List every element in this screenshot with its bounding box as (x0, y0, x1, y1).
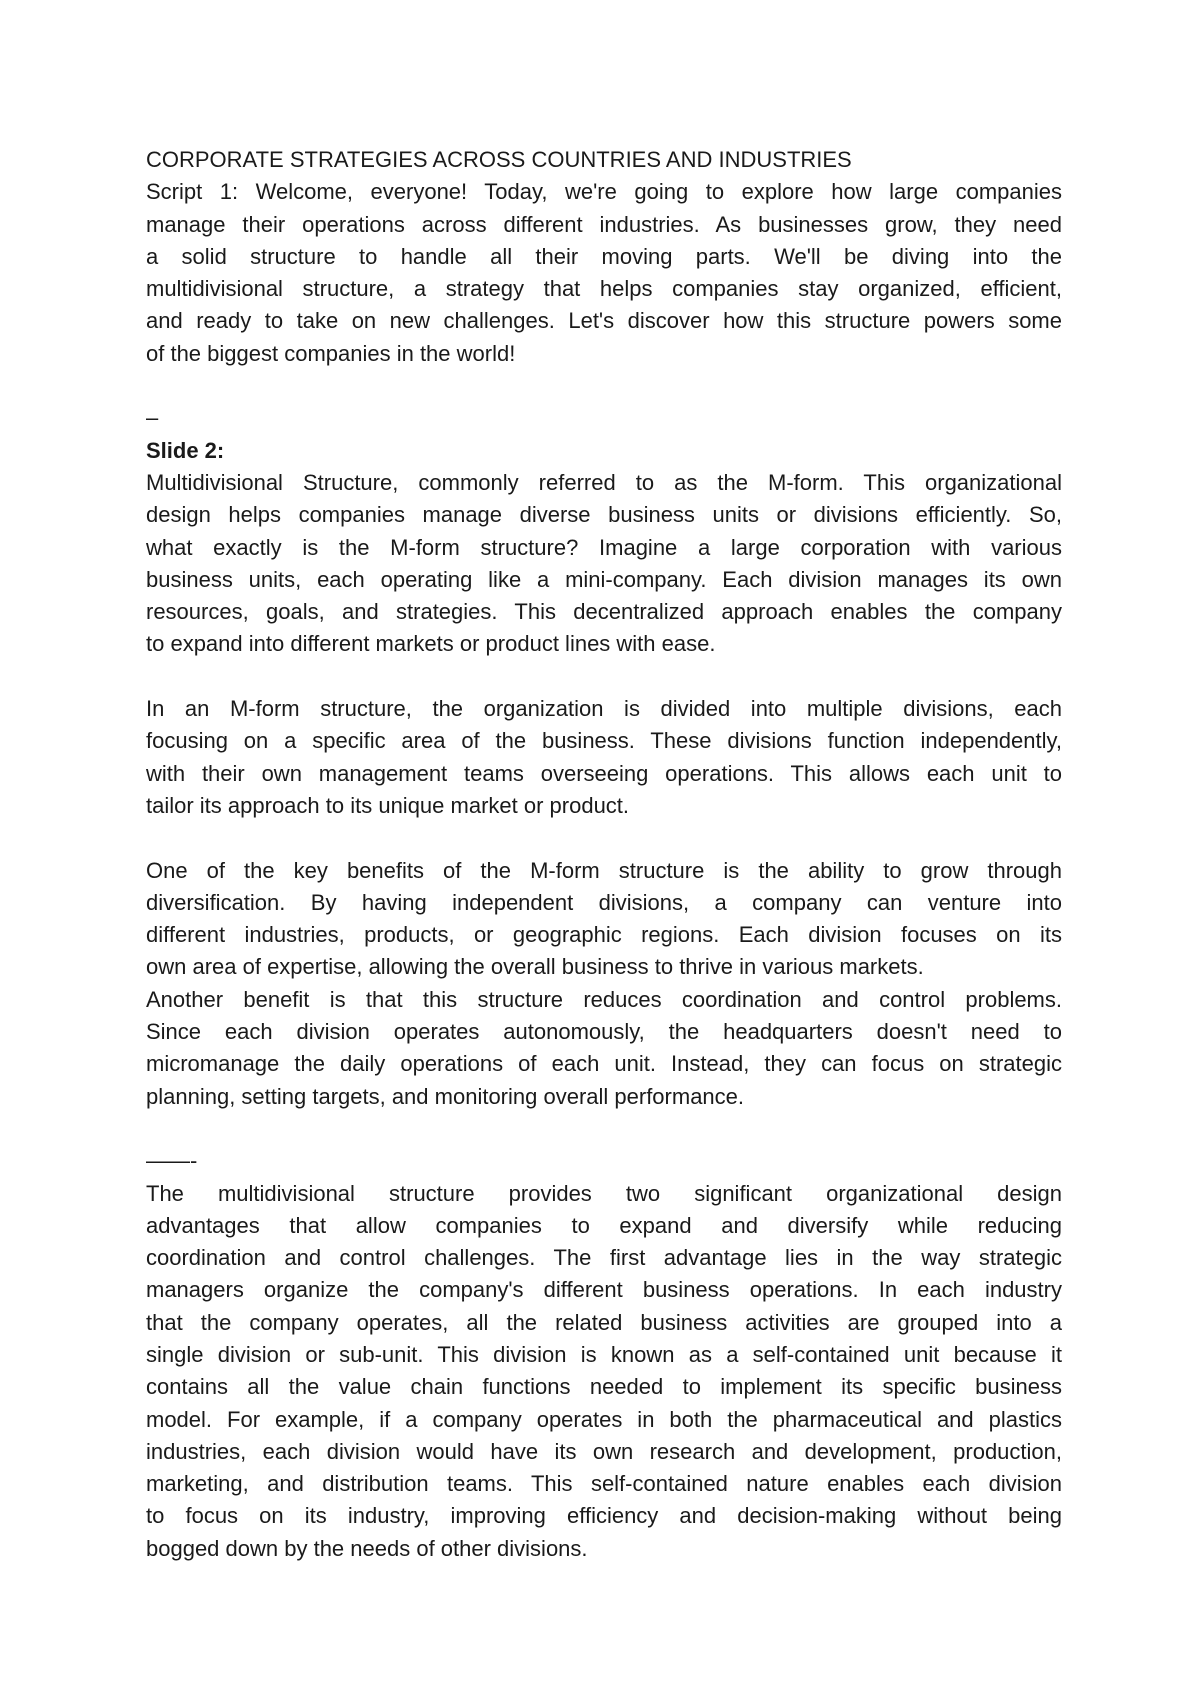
text-line: Another benefit is that this structure reduces coordination and control problems. (146, 986, 1062, 1012)
paragraph-design-advantages (146, 1178, 1062, 1566)
blank-line (146, 1113, 1062, 1145)
text-line: bogged down by the needs of other divisions. (146, 1535, 588, 1561)
text-line: a solid structure to handle all their moving parts. We'll be diving into the (146, 243, 1062, 269)
text-line: contains all the value chain functions needed to implement its specific business (146, 1374, 1062, 1400)
text-line: to focus on its industry, improving efficiency and decision-making without being (146, 1503, 1062, 1529)
text-line: Since each division operates autonomously, the headquarters doesn't need to (146, 1019, 1062, 1045)
text-line: single division or sub-unit. This division is known as a self-contained unit because it (146, 1341, 1062, 1367)
text-line: managers organize the company's different business operations. In each industry (146, 1277, 1062, 1303)
text-line: different industries, products, or geographic regions. Each division focuses on its (146, 922, 1062, 948)
text-line: Multidivisional Structure, commonly referred to as the M-form. This organizational (146, 469, 1062, 495)
slide-heading: Slide 2: (146, 437, 225, 463)
text-line: marketing, and distribution teams. This self-contained nature enables each division (146, 1471, 1062, 1497)
text-line: with their own management teams overseeing operations. This allows each unit to (146, 760, 1062, 786)
text-line: In an M-form structure, the organization is divided into multiple divisions, each (146, 696, 1062, 722)
text-line: that the company operates, all the related business activities are grouped into a (146, 1309, 1062, 1335)
text-line: tailor its approach to its unique market or product. (146, 792, 630, 818)
text-line: coordination and control challenges. The first advantage lies in the way strategic (146, 1245, 1062, 1271)
text-line: resources, goals, and strategies. This decentralized approach enables the company (146, 599, 1062, 625)
text-line: what exactly is the M-form structure? Imagine a large corporation with various (146, 534, 1062, 560)
text-line: to expand into different markets or product lines with ease. (146, 631, 716, 657)
text-line: planning, setting targets, and monitoring overall performance. (146, 1083, 745, 1109)
text-line: multidivisional structure, a strategy that helps companies stay organized, efficient, (146, 276, 1062, 302)
text-line: diversification. By having independent divisions, a company can venture into (146, 889, 1062, 915)
text-line: own area of expertise, allowing the overall business to thrive in various markets. (146, 954, 924, 980)
text-line: Script 1: Welcome, everyone! Today, we're going to explore how large companies (146, 179, 1062, 205)
text-line: One of the key benefits of the M-form structure is the ability to grow through (146, 857, 1062, 883)
text-line: design helps companies manage diverse business units or divisions efficiently. So, (146, 502, 1062, 528)
text-line: micromanage the daily operations of each unit. Instead, they can focus on strategic (146, 1051, 1062, 1077)
text-line: business units, each operating like a mini-company. Each division manages its own (146, 566, 1062, 592)
text-line: model. For example, if a company operates in both the pharmaceutical and plastics (146, 1406, 1062, 1432)
paragraph-m-form-intro (146, 467, 1062, 661)
document-page (146, 144, 1062, 1565)
paragraph-script-1 (146, 176, 1062, 370)
blank-line (146, 822, 1062, 854)
text-line: and ready to take on new challenges. Let's discover how this structure powers some (146, 308, 1062, 334)
text-line: advantages that allow companies to expand and diversify while reducing (146, 1212, 1062, 1238)
divider-dashes: ——- (146, 1148, 198, 1174)
text-line: manage their operations across different industries. As businesses grow, they need (146, 211, 1062, 237)
text-line: The multidivisional structure provides two significant organizational design (146, 1180, 1062, 1206)
divider-dash: – (146, 405, 159, 431)
blank-line (146, 661, 1062, 693)
text-line: of the biggest companies in the world! (146, 340, 516, 366)
document-title: CORPORATE STRATEGIES ACROSS COUNTRIES AND INDUSTRIES (146, 147, 852, 172)
paragraph-m-form-benefits (146, 855, 1062, 1113)
text-line: industries, each division would have its own research and development, production, (146, 1438, 1062, 1464)
blank-line (146, 370, 1062, 402)
text-line: focusing on a specific area of the business. These divisions function independently, (146, 728, 1062, 754)
paragraph-m-form-divisions (146, 693, 1062, 822)
